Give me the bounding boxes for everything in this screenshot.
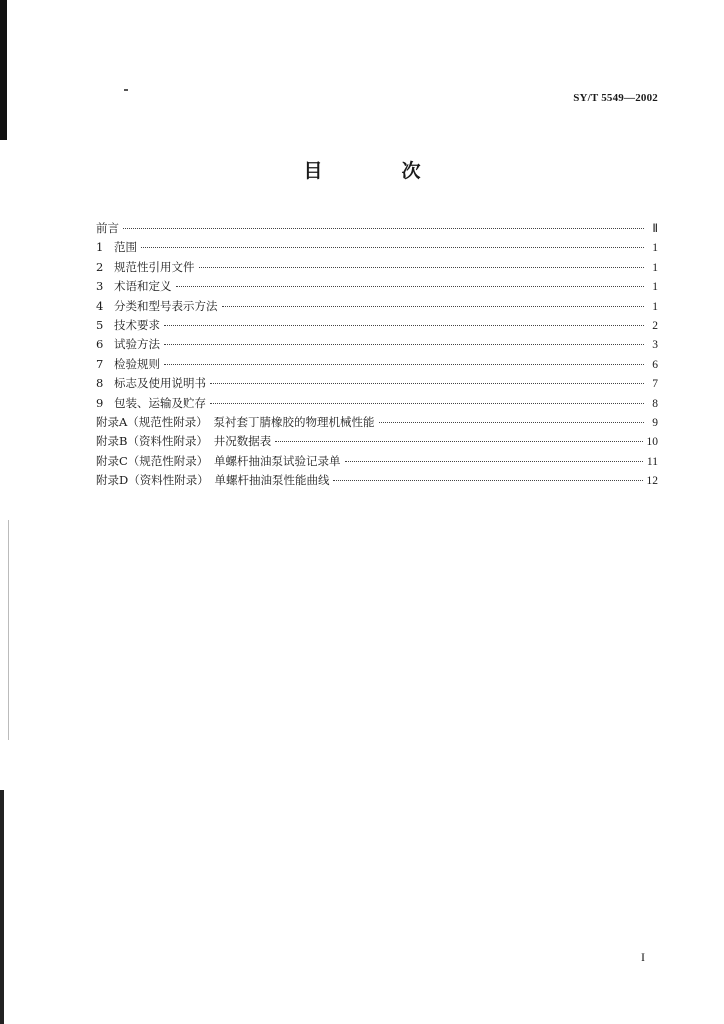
toc-entry-page: 9	[652, 416, 658, 429]
toc-entry-number: 5	[96, 317, 104, 332]
toc-entry-label: 附录B（资料性附录） 井况数据表	[96, 434, 272, 449]
toc-entry-page: 6	[652, 358, 658, 371]
toc-entry[interactable]	[96, 355, 658, 374]
toc-entry[interactable]	[96, 394, 658, 413]
toc-entry[interactable]	[96, 316, 658, 335]
toc-leader-dots	[210, 403, 644, 404]
toc-leader-dots	[210, 383, 644, 384]
toc-entry[interactable]	[96, 335, 658, 354]
toc-entry-label: 规范性引用文件	[114, 259, 195, 274]
toc-leader-dots	[123, 228, 644, 229]
toc-entry-label: 术语和定义	[114, 279, 172, 294]
toc-entry-number: 7	[96, 356, 104, 371]
toc-entry-page: 1	[652, 281, 658, 294]
toc-leader-dots	[345, 461, 643, 462]
toc-entry-label: 包装、运输及贮存	[114, 395, 206, 410]
toc-leader-dots	[333, 480, 642, 481]
toc-entry-label: 范围	[114, 240, 137, 255]
toc-entry-page: 1	[652, 300, 658, 313]
toc-leader-dots	[164, 364, 644, 365]
toc-entry[interactable]	[96, 413, 658, 432]
toc-entry-page: 1	[652, 261, 658, 274]
toc-leader-dots	[141, 247, 644, 248]
toc-leader-dots	[275, 441, 642, 442]
toc-entry[interactable]	[96, 238, 658, 257]
toc-entry-number: 6	[96, 337, 104, 352]
page-number: I	[641, 950, 645, 964]
toc-entry-label: 标志及使用说明书	[114, 376, 206, 391]
scan-speck	[124, 89, 128, 91]
toc-entry[interactable]	[96, 374, 658, 393]
toc-entry-page: 2	[652, 319, 658, 332]
toc-entry-label: 附录D（资料性附录） 单螺杆抽油泵性能曲线	[96, 473, 330, 488]
toc-entry[interactable]	[96, 432, 658, 451]
scan-edge-bottom	[0, 790, 4, 1024]
toc-entry-label: 试验方法	[114, 337, 160, 352]
toc-title: 目 次	[303, 160, 451, 182]
toc-leader-dots	[379, 422, 644, 423]
toc-entry[interactable]	[96, 471, 658, 490]
toc-entry-label: 前言	[96, 221, 119, 235]
table-of-contents	[96, 219, 658, 490]
toc-entry-number: 3	[96, 279, 104, 294]
toc-entry-label: 技术要求	[114, 317, 160, 332]
toc-entry[interactable]	[96, 277, 658, 296]
toc-leader-dots	[164, 325, 644, 326]
toc-entry-page: 11	[646, 455, 658, 468]
toc-entry[interactable]	[96, 452, 658, 471]
toc-entry-label: 附录C（规范性附录） 单螺杆抽油泵试验记录单	[96, 453, 341, 468]
toc-entry-label: 分类和型号表示方法	[114, 298, 218, 313]
toc-entry-number: 4	[96, 298, 104, 313]
toc-entry-page: 10	[646, 436, 658, 449]
toc-leader-dots	[222, 306, 645, 307]
toc-leader-dots	[164, 344, 644, 345]
toc-entry-page: 1	[652, 242, 658, 255]
standard-code: SY/T 5549—2002	[573, 92, 658, 104]
toc-entry-label: 附录A（规范性附录） 泵衬套丁腈橡胶的物理机械性能	[96, 414, 375, 429]
toc-entry-number: 2	[96, 259, 104, 274]
toc-entry-number: 1	[96, 240, 104, 255]
toc-leader-dots	[199, 267, 645, 268]
scan-edge-top	[0, 0, 7, 140]
toc-entry-number: 9	[96, 395, 104, 410]
scan-edge-line	[8, 520, 9, 740]
toc-entry[interactable]	[96, 297, 658, 316]
toc-entry-page: 12	[646, 475, 658, 488]
toc-entry-page: 8	[652, 397, 658, 410]
toc-entry-label: 检验规则	[114, 356, 160, 371]
toc-entry[interactable]	[96, 258, 658, 277]
toc-entry-page: 7	[652, 378, 658, 391]
toc-entry-page: Ⅱ	[652, 223, 658, 235]
toc-leader-dots	[176, 286, 645, 287]
toc-entry-number: 8	[96, 376, 104, 391]
toc-entry[interactable]	[96, 219, 658, 238]
toc-entry-page: 3	[652, 339, 658, 352]
